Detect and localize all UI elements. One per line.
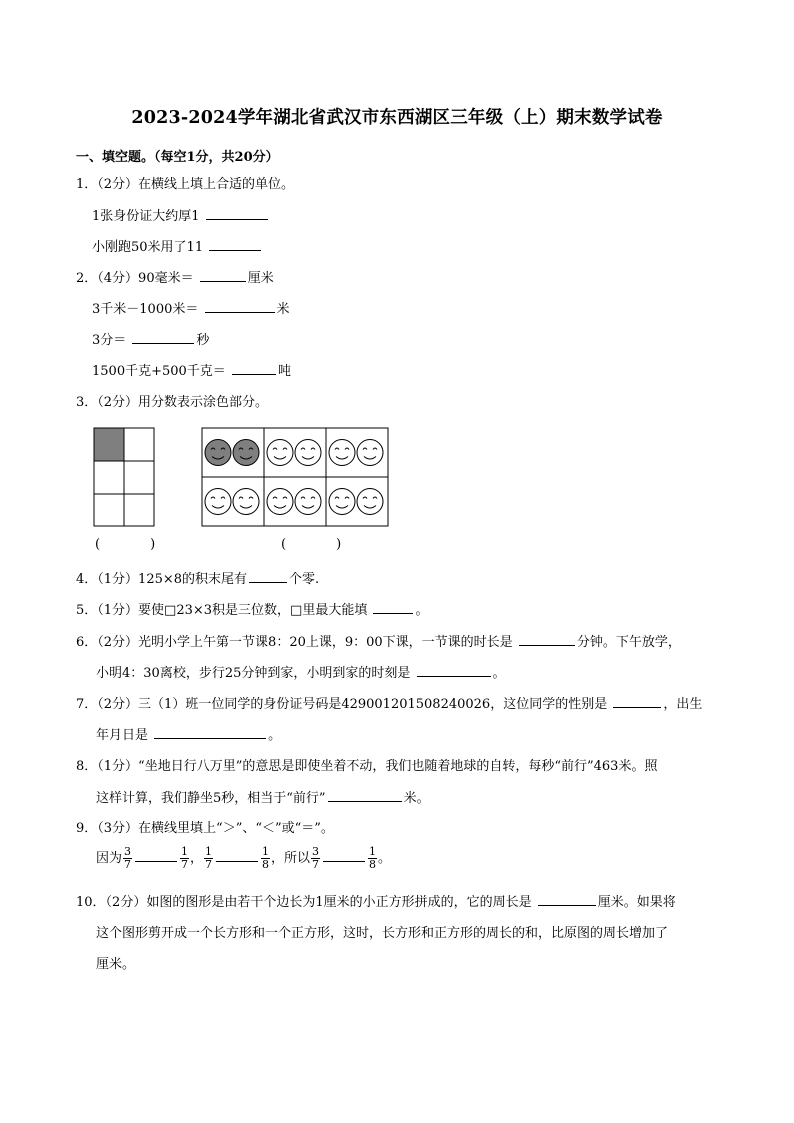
question-8-line2: [96, 789, 430, 808]
denominator: 7: [205, 858, 213, 871]
smiley-face: [329, 489, 355, 515]
answer-blank[interactable]: [154, 726, 266, 739]
numerator: 3: [312, 845, 320, 858]
fraction: [261, 846, 270, 871]
answer-blank[interactable]: [538, 893, 596, 906]
question-8-line1: 8．（1分）“坐地日行八万里”的意思是即使坐着不动，我们也随着地球的自转，每秒“前行”463米。照: [76, 759, 658, 774]
question-7-text2: 年月日是: [96, 728, 149, 743]
smiley-face: [357, 489, 383, 515]
question-3-figures: [90, 424, 400, 532]
question-6-text: 6．（2分）光明小学上午第一节课8：20上课，9：00下课，一节课的时长是: [76, 635, 513, 650]
question-6-text2: 小明4：30离校，步行25分钟到家，小明到家的时刻是: [96, 666, 411, 681]
answer-blank[interactable]: [613, 695, 661, 708]
smiley-face: [267, 440, 293, 466]
question-1b-text: 小刚跑50米用了11: [92, 240, 204, 255]
unit-label: 吨: [277, 364, 291, 379]
paren-close: ): [150, 537, 156, 552]
question-1a-text: 1张身份证大约厚1: [92, 209, 200, 224]
smiley-face-figure: [202, 428, 388, 526]
question-6-line2: [96, 664, 506, 683]
numerator: 1: [205, 845, 213, 858]
question-7-text: 7．（2分）三（1）班一位同学的身份证号码是429001201508240026，这位同学的性别是: [76, 697, 608, 712]
exam-title: 2023-2024学年湖北省武汉市东西湖区三年级（上）期末数学试卷: [131, 108, 663, 128]
smiley-face: [233, 489, 259, 515]
smiley-face: [357, 440, 383, 466]
question-8-suffix: 米。: [403, 791, 430, 806]
paren-open: (: [281, 537, 287, 552]
unit-label: 米: [276, 302, 290, 317]
question-2b: [92, 300, 290, 319]
denominator: 7: [312, 858, 320, 871]
smiley-face: [295, 489, 321, 515]
question-2a: [76, 269, 274, 288]
smiley-face: [329, 440, 355, 466]
question-2b-text: 3千米－1000米＝: [92, 302, 199, 317]
question-10-line3: 厘米。: [96, 957, 136, 972]
question-4-suffix: 个零.: [289, 572, 320, 587]
answer-blank[interactable]: [232, 362, 276, 375]
answer-blank[interactable]: [216, 849, 258, 862]
question-4: [76, 570, 319, 589]
paren-open: (: [95, 537, 101, 552]
answer-blank[interactable]: [417, 664, 491, 677]
smiley-face-shaded: [205, 440, 231, 466]
question-8-text2: 这样计算，我们静坐5秒，相当于“前行”: [96, 791, 326, 806]
question-1a: [92, 207, 270, 226]
denominator: 8: [262, 858, 270, 871]
numerator: 3: [124, 845, 132, 858]
so-text: ，所以: [271, 851, 311, 866]
smiley-face-shaded: [233, 440, 259, 466]
question-6-line1: [76, 633, 681, 652]
answer-blank[interactable]: [249, 570, 287, 583]
fraction: [204, 846, 213, 871]
question-7-line1: [76, 695, 702, 714]
answer-blank[interactable]: [328, 789, 402, 802]
question-10-line1: [76, 893, 676, 912]
question-9-comparison: [96, 846, 391, 872]
question-6-mid: 分钟。下午放学，: [576, 635, 681, 650]
question-9-stem: 9．（3分）在横线里填上“＞”、“＜”或“＝”。: [76, 821, 334, 836]
question-10-text: 10．（2分）如图的图形是由若干个边长为1厘米的小正方形拼成的，它的周长是: [76, 895, 532, 910]
grid-cell: [94, 494, 124, 526]
numerator: 1: [181, 845, 189, 858]
question-2a-text: 2．（4分）90毫米＝: [76, 271, 194, 286]
grid-cell: [124, 461, 154, 494]
answer-paren-2: [281, 536, 341, 554]
smiley-face: [267, 489, 293, 515]
question-7-mid: ，出生: [663, 697, 703, 712]
question-2d-text: 1500千克+500千克＝: [92, 364, 226, 379]
comma: ，: [190, 851, 204, 866]
answer-blank[interactable]: [205, 300, 275, 313]
question-2c-text: 3分＝: [92, 333, 127, 348]
smiley-face: [295, 440, 321, 466]
question-10-line2: 这个图形剪开成一个长方形和一个正方形，这时，长方形和正方形的周长的和，比原图的周长增加了: [96, 926, 669, 941]
question-5-text: 5．（1分）要使□23×3积是三位数，□里最大能填: [76, 603, 368, 618]
answer-blank[interactable]: [206, 207, 268, 220]
question-4-text: 4．（1分）125×8的积末尾有: [76, 572, 248, 587]
because-text: 因为: [96, 851, 123, 866]
answer-blank[interactable]: [200, 269, 246, 282]
denominator: 7: [124, 858, 132, 871]
answer-blank[interactable]: [519, 633, 575, 646]
question-1-stem: 1．（2分）在横线上填上合适的单位。: [76, 177, 295, 192]
smiley-face: [205, 489, 231, 515]
answer-blank[interactable]: [135, 849, 177, 862]
denominator: 7: [181, 858, 189, 871]
grid-cell-shaded: [94, 428, 124, 461]
question-5-suffix: 。: [415, 603, 429, 618]
shaded-grid-figure: [94, 428, 154, 526]
answer-paren-1: [95, 536, 155, 554]
denominator: 8: [369, 858, 377, 871]
fraction: [368, 846, 377, 871]
unit-label: 秒: [196, 333, 210, 348]
period: 。: [378, 851, 392, 866]
grid-cell: [94, 461, 124, 494]
fraction: [123, 846, 132, 871]
question-6-suffix: 。: [492, 666, 506, 681]
answer-blank[interactable]: [373, 601, 413, 614]
answer-blank[interactable]: [209, 238, 261, 251]
question-7-suffix: 。: [268, 728, 282, 743]
grid-cell: [124, 494, 154, 526]
fraction: [180, 846, 189, 871]
grid-cell: [124, 428, 154, 461]
question-3-stem: 3．（2分）用分数表示涂色部分。: [76, 395, 269, 410]
question-7-line2: [96, 726, 281, 745]
paren-close: ): [336, 537, 342, 552]
question-5: [76, 601, 428, 620]
section-heading: 一、填空题。（每空1分，共20分）: [76, 150, 279, 165]
numerator: 1: [369, 845, 377, 858]
answer-blank[interactable]: [132, 331, 194, 344]
numerator: 1: [262, 845, 270, 858]
answer-blank[interactable]: [323, 849, 365, 862]
unit-label: 厘米: [247, 271, 274, 286]
question-2c: [92, 331, 209, 350]
question-1b: [92, 238, 263, 257]
question-10-mid: 厘米。如果将: [597, 895, 676, 910]
fraction: [311, 846, 320, 871]
question-2d: [92, 362, 291, 381]
